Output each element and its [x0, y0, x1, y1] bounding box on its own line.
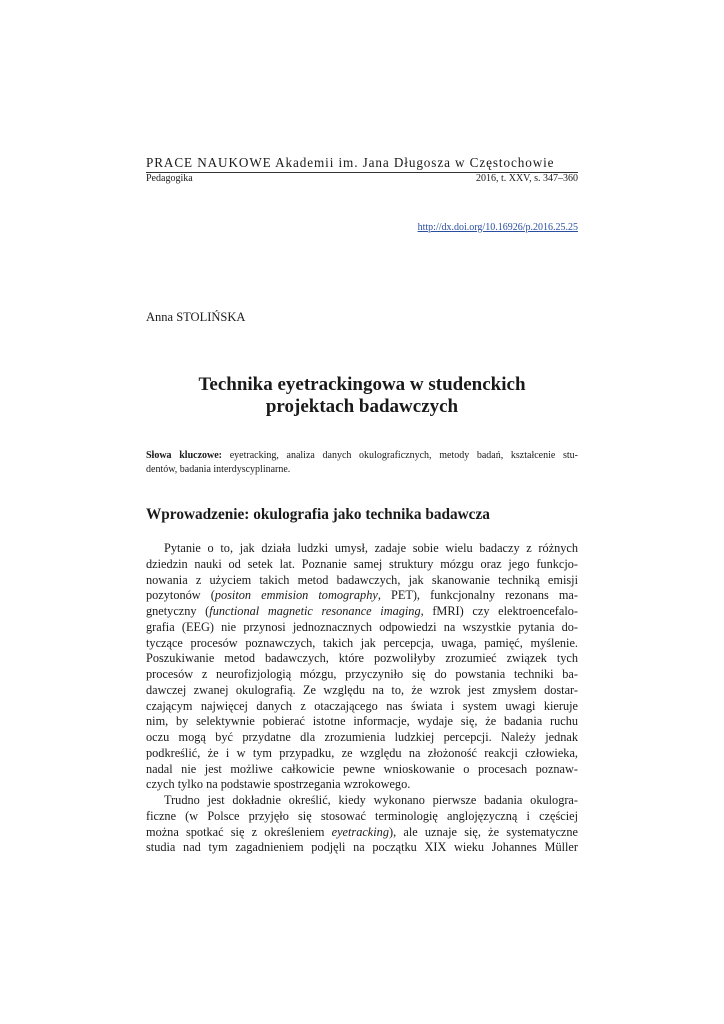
body-fragment: pozytonów (	[146, 588, 215, 603]
body-line: dziedzin nauki od setek lat. Poznanie samej struktury mózgu oraz jego funkcjo-	[146, 556, 578, 571]
body-line: czych tylko na podstawie spostrzegania wzrokowego.	[146, 777, 411, 792]
body-line: procesów z neurofizjologią mózgu, przyczyniło się do powstania techniki ba-	[146, 667, 578, 681]
body-italic-term: functional magnetic resonance imaging	[209, 604, 421, 618]
keywords-text: eyetracking, analiza danych okulograficznych, metody badań, kształcenie stu-	[229, 450, 579, 461]
body-line: Poszukiwanie metod badawczych, które pozwoliłyby zrozumieć związek tych	[146, 651, 578, 666]
paper-title-line: Technika eyetrackingowa w studenckich	[198, 374, 526, 395]
body-italic-term: eyetracking	[331, 824, 389, 839]
body-line: czającym najwięcej danych z otaczającego nas świata i system uwagi kieruje	[146, 698, 578, 713]
doi-link[interactable]: http://dx.doi.org/10.16926/p.2016.25.25	[417, 222, 578, 233]
keywords-label: Słowa kluczowe:	[146, 450, 223, 461]
body-line: Pytanie o to, jak działa ludzki umysł, zadaje sobie wielu badaczy z różnych	[164, 541, 578, 555]
body-fragment: można spotkać się z określeniem	[146, 824, 332, 839]
body-line: Trudno jest dokładnie określić, kiedy wykonano pierwsze badania okulogra-	[164, 793, 578, 807]
body-line: oczu mogą być przydatne dla zrozumienia ludzkiej percepcji. Należy jednak	[146, 730, 578, 744]
body-italic-term: positon emmision tomography	[214, 588, 378, 603]
keywords-line: dentów, badania interdyscyplinarne.	[146, 463, 291, 475]
author-name: Anna STOLIŃSKA	[146, 310, 246, 324]
body-line: nim, by selektywnie pobierać istotne informacje, wydaje się, że badania ruchu	[146, 714, 578, 729]
keywords-block	[146, 449, 578, 476]
body-line: grafia (EEG) nie przynosi jednoznacznych odpowiedzi na wszystkie pytania do-	[146, 619, 578, 634]
body-text	[146, 541, 578, 856]
body-line: ficzne (w Polsce przyjęło się stosować terminologię anglojęzyczną i częściej	[146, 808, 578, 823]
body-line: tyczące procesów poznawczych, takich jak percepcja, uwaga, pamięć, myślenie.	[146, 635, 578, 650]
paper-title	[146, 374, 578, 418]
section-heading: Wprowadzenie: okulografia jako technika badawcza	[146, 506, 490, 523]
body-line: nadal nie jest możliwe całkowicie pewne wnioskowanie o procesach poznaw-	[146, 761, 578, 776]
body-line	[146, 604, 578, 620]
body-fragment: , fMRI) czy elektroencefalo-	[420, 604, 578, 618]
volume-pages: 2016, t. XXV, s. 347–360	[475, 173, 578, 184]
body-line: dawczej zwanej okulografią. Ze względu na to, że wzrok jest zmysłem dostar-	[146, 682, 578, 697]
journal-section: Pedagogika	[146, 173, 193, 184]
body-line: podkreślić, że i w tym przypadku, ze względu na złożoność reakcji człowieka,	[146, 745, 578, 760]
body-line: nowania z użyciem takich metod badawczych, jak skanowanie techniką emisji	[146, 572, 578, 587]
body-fragment: gnetyczny (	[146, 604, 210, 618]
paper-title-line: projektach badawczych	[265, 396, 459, 417]
body-line	[146, 588, 578, 604]
body-line	[146, 825, 578, 841]
keywords-line	[146, 449, 578, 463]
body-fragment: , PET), funkcjonalny rezonans ma-	[377, 588, 578, 603]
body-line: studia nad tym zagadnieniem podjęli na początku XIX wieku Johannes Müller	[146, 840, 578, 855]
journal-title: PRACE NAUKOWE Akademii im. Jana Długosza w Częstochowie	[146, 155, 555, 170]
body-fragment: ), ale uznaje się, że systematyczne	[388, 824, 578, 839]
